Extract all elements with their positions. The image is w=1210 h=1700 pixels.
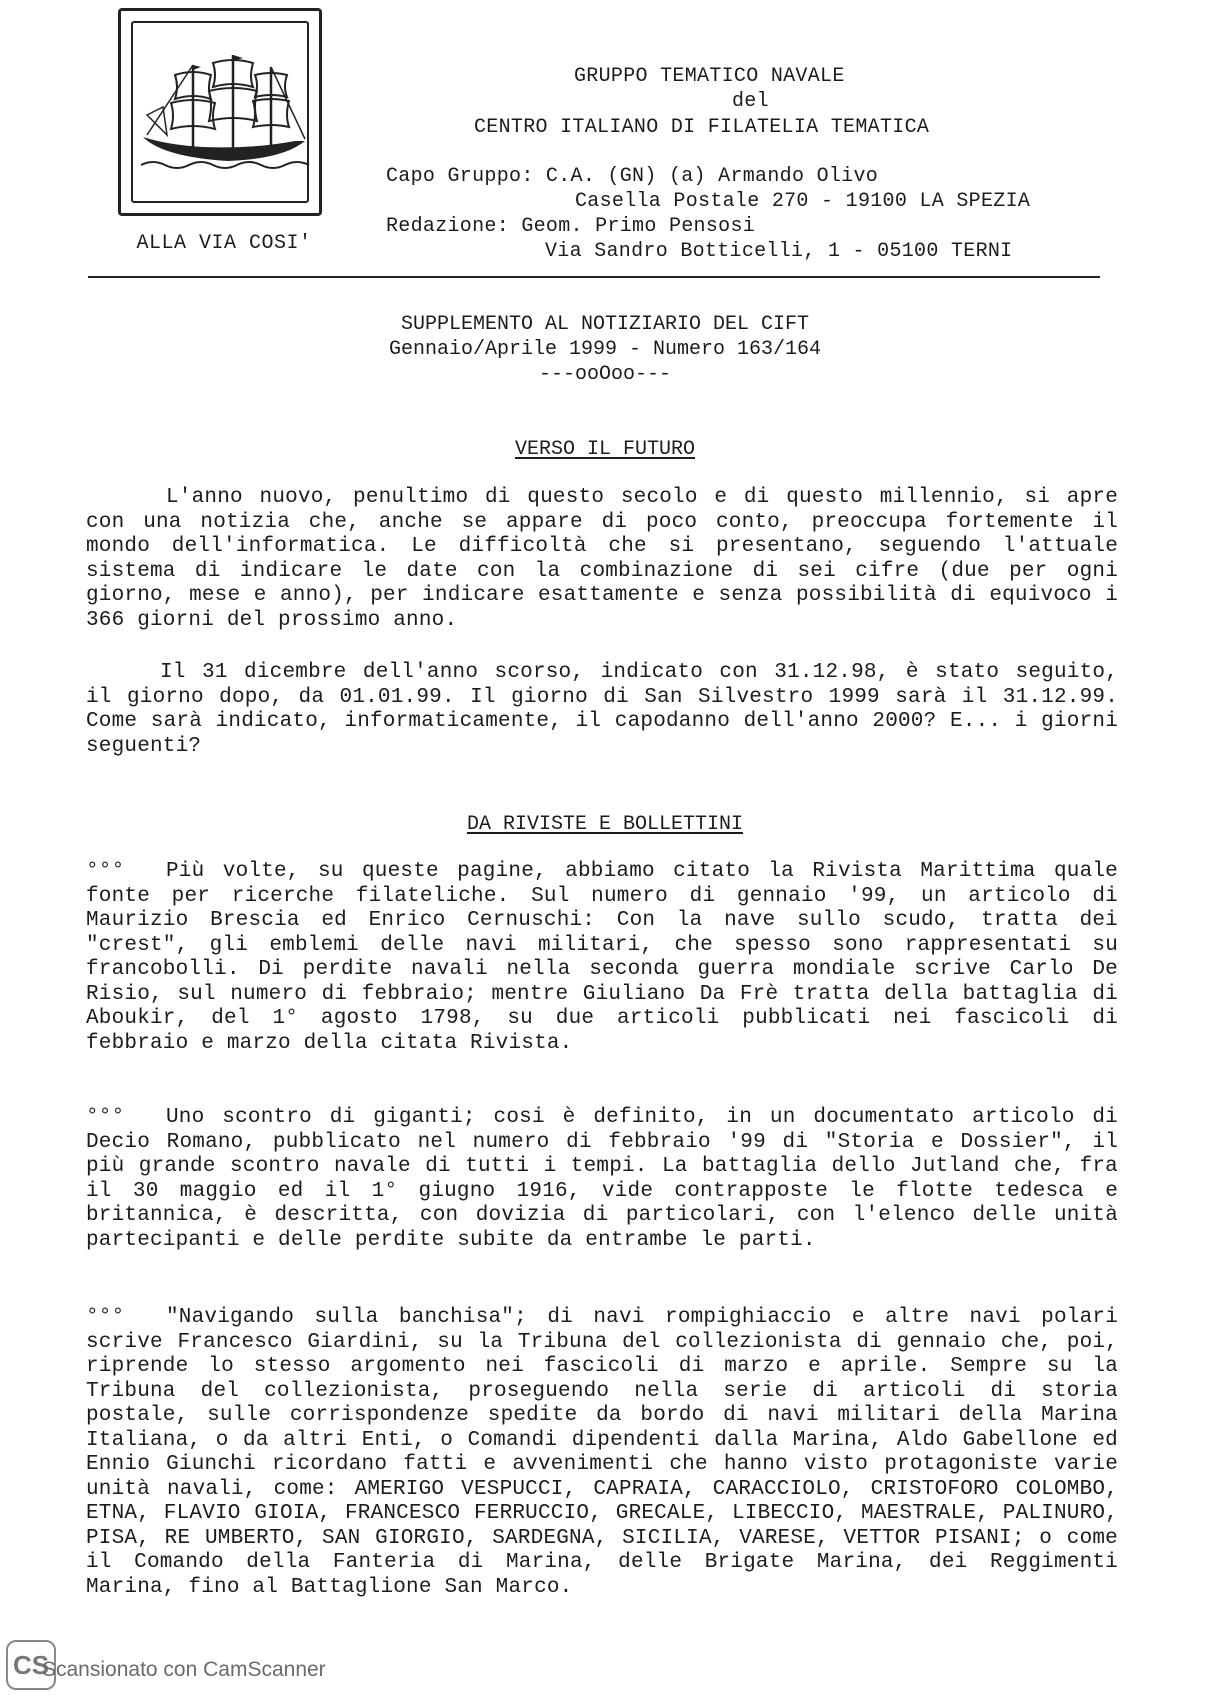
paragraph-verso-2: Il 31 dicembre dell'anno scorso, indicato con 31.12.98, è stato seguito, il giorno dopo, da 01.01.99. Il giorno di San Silvestro 1999 sarà il 31.12.99. Come sarà indicato, informaticamente, il capodanno dell'anno 2000? E... i giorni seguenti? bbox=[86, 661, 1118, 758]
section-heading-riviste: DA RIVISTE E BOLLETTINI bbox=[466, 813, 744, 836]
paragraph-riviste-3: °°° "Navigando sulla banchisa"; di navi rompighiaccio e altre navi polari scrive Francesco Giardini, su la Tribuna del collezionista di gennaio che, poi, riprende lo stesso argomento nei fascicoli di marzo e aprile. Sempre su la Tribuna del collezionista, proseguendo nella serie di articoli di storia postale, sulle corrispondenze spedite da bordo di navi militari della Marina Italiana, o da altri Enti, o Comandi dipendenti dalla Marina, Aldo Gabellone ed Ennio Giunchi ricordano fatti e avvenimenti che hanno visto protagoniste varie unità navali, come: AMERIGO VESPUCCI, CAPRAIA, CARACCIOLO, CRISTOFORO COLOMBO, ETNA, FLAVIO GIOIA, FRANCESCO FERRUCCIO, GRECALE, LIBECCIO, MAESTRALE, PALINURO, PISA, RE UMBERTO, SAN GIORGIO, SARDEGNA, SICILIA, VARESE, VETTOR PISANI; o come il Comando della Fanteria di Marina, delle Brigate Marina, dei Reggimenti Marina, fino al Battaglione San Marco. bbox=[86, 1306, 1118, 1599]
header-capo-gruppo: Capo Gruppo: C.A. (GN) (a) Armando Olivo bbox=[386, 165, 879, 188]
header-title-line3: CENTRO ITALIANO DI FILATELIA TEMATICA bbox=[474, 116, 930, 139]
bullet-mark: °°° bbox=[86, 860, 125, 883]
sailing-ship-icon bbox=[133, 45, 313, 185]
header-divider bbox=[88, 276, 1100, 278]
logo-frame bbox=[118, 8, 322, 216]
supplement-divider: ---ooOoo--- bbox=[538, 363, 672, 386]
bullet-mark: °°° bbox=[86, 1306, 125, 1329]
header-redazione-address: Via Sandro Botticelli, 1 - 05100 TERNI bbox=[545, 240, 1013, 263]
paragraph-riviste-2: °°° Uno scontro di giganti; cosi è definito, in un documentato articolo di Decio Romano, pubblicato nel numero di febbraio '99 di "Storia e Dossier", il più grande scontro navale di tutti i tempi. La battaglia dello Jutland che, fra il 30 maggio ed il 1° giugno 1916, vide contrapposte le flotte tedesca e britannica, è descritta, con dovizia di particolari, con l'elenco delle unità partecipanti e delle perdite subite da entrambe le parti. bbox=[86, 1106, 1118, 1252]
header-title-line2: del bbox=[732, 90, 769, 113]
header-capo-address: Casella Postale 270 - 19100 LA SPEZIA bbox=[575, 190, 1031, 213]
logo-caption: ALLA VIA COSI' bbox=[136, 232, 312, 255]
header-redazione: Redazione: Geom. Primo Pensosi bbox=[386, 215, 756, 238]
supplement-issue: Gennaio/Aprile 1999 - Numero 163/164 bbox=[388, 338, 822, 361]
camscanner-icon: CS bbox=[6, 1640, 56, 1690]
paragraph-verso-1: L'anno nuovo, penultimo di questo secolo e di questo millennio, si apre con una notizia che, anche se appare di poco conto, preoccupa fortemente il mondo dell'informatica. Le difficoltà che si presentano, seguendo l'attuale sistema di indicare le date con la combinazione di sei cifre (due per ogni giorno, mese e anno), per indicare esattamente e senza possibilità di equivoco i 366 giorni del prossimo anno. bbox=[86, 486, 1118, 632]
scanner-footer-text: Scansionato con CamScanner bbox=[42, 1658, 326, 1681]
paragraph-riviste-1: °°° Più volte, su queste pagine, abbiamo citato la Rivista Marittima quale fonte per ricerche filateliche. Sul numero di gennaio '99, un articolo di Maurizio Brescia ed Enrico Cernuschi: Con la nave sullo scudo, tratta dei "crest", gli emblemi delle navi militari, che spesso sono rappresentati su francobolli. Di perdite navali nella seconda guerra mondiale scrive Carlo De Risio, sul numero di febbraio; mentre Giuliano Da Frè tratta della battaglia di Aboukir, del 1° agosto 1798, su due articoli pubblicati nei fascicoli di febbraio e marzo della citata Rivista. bbox=[86, 860, 1118, 1055]
bullet-mark: °°° bbox=[86, 1106, 125, 1129]
supplement-title: SUPPLEMENTO AL NOTIZIARIO DEL CIFT bbox=[400, 313, 810, 336]
section-heading-verso-il-futuro: VERSO IL FUTURO bbox=[514, 438, 696, 461]
header-title-line1: GRUPPO TEMATICO NAVALE bbox=[574, 65, 845, 88]
